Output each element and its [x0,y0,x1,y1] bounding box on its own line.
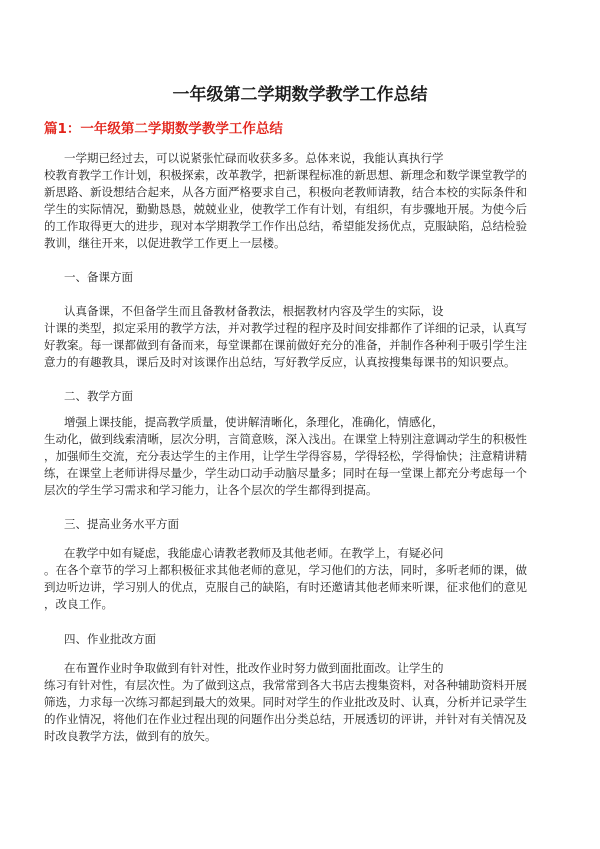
paragraph-line: 在教学中如有疑虑，我能虚心请教老教师及其他老师。在教学上，有疑必问 [64,546,444,560]
paragraph-line: 校教育教学工作计划，积极探索，改革教学，把新课程标准的新思想、新理念和数学课堂教学的 [44,168,527,182]
paragraph-line: 一学期已经过去，可以说紧张忙碌而收获多多。总体来说，我能认真执行学 [64,151,444,165]
paragraph-line: 教训，继往开来，以促进教学工作更上一层楼。 [44,236,286,250]
paragraph-line: ，改良工作。 [44,597,113,611]
paragraph-line: 练习有针对性，有层次性。为了做到这点，我常常到各大书店去搜集资料，对各种辅助资料开展 [44,678,527,692]
paragraph-line: 学生的实际情况，勤勤恳恳，兢兢业业，使教学工作有计划，有组织，有步骤地开展。为使今后 [44,202,527,216]
paragraph-line: ，加强师生交流，充分表达学生的主作用，让学生学得容易，学得轻松，学得愉快；注意精讲精 [44,449,527,463]
paragraph-line: 到边听边讲，学习别人的优点，克服自己的缺陷，有时还邀请其他老师来听课，征求他们的意见 [44,580,527,594]
article-subtitle: 篇1：一年级第二学期数学教学工作总结 [44,121,283,137]
section-heading-homework: 四、作业批改方面 [64,632,156,646]
paragraph-line: 。在各个章节的学习上都积极征求其他老师的意见，学习他们的方法，同时，多听老师的课，做 [44,563,527,577]
paragraph-line: 增强上课技能，提高教学质量，使讲解清晰化，条理化，准确化，情感化， [64,415,444,429]
section-heading-lesson-prep: 一、备课方面 [64,270,133,284]
paragraph-line: 在布置作业时争取做到有针对性，批改作业时努力做到面批面改。让学生的 [64,661,444,675]
paragraph-line: 计课的类型，拟定采用的教学方法，并对教学过程的程序及时间安排都作了详细的记录，认真写 [44,321,527,335]
paragraph-line: 筛选，力求每一次练习都起到最大的效果。同时对学生的作业批改及时、认真，分析并记录学生 [44,695,527,709]
paragraph-line: 时改良教学方法，做到有的放矢。 [44,729,217,743]
paragraph-line: 意力的有趣教具，课后及时对该课作出总结，写好教学反应，认真按搜集每课书的知识要点。 [44,355,516,369]
section-heading-professional-growth: 三、提高业务水平方面 [64,517,179,531]
page-title: 一年级第二学期数学教学工作总结 [172,85,428,105]
paragraph-line: 的作业情况，将他们在作业过程出现的问题作出分类总结，开展透切的评讲，并针对有关情况及 [44,712,527,726]
section-heading-teaching: 二、教学方面 [64,389,133,403]
paragraph-line: 的工作取得更大的进步，现对本学期教学工作作出总结，希望能发扬优点，克服缺陷，总结检验 [44,219,527,233]
paragraph-line: 好教案。每一课都做到有备而来，每堂课都在课前做好充分的准备，并制作各种利于吸引学生注 [44,338,527,352]
paragraph-line: 练，在课堂上老师讲得尽量少，学生动口动手动脑尽量多；同时在每一堂课上都充分考虑每一个 [44,466,527,480]
paragraph-line: 层次的学生学习需求和学习能力，让各个层次的学生都得到提高。 [44,483,378,497]
paragraph-line: 生动化，做到线索清晰，层次分明，言简意赅，深入浅出。在课堂上特别注意调动学生的积极性 [44,432,527,446]
paragraph-line: 认真备课，不但备学生而且备教材备教法，根据教材内容及学生的实际，设 [64,304,444,318]
paragraph-line: 新思路、新设想结合起来，从各方面严格要求自己，积极向老教师请教，结合本校的实际条件和 [44,185,527,199]
